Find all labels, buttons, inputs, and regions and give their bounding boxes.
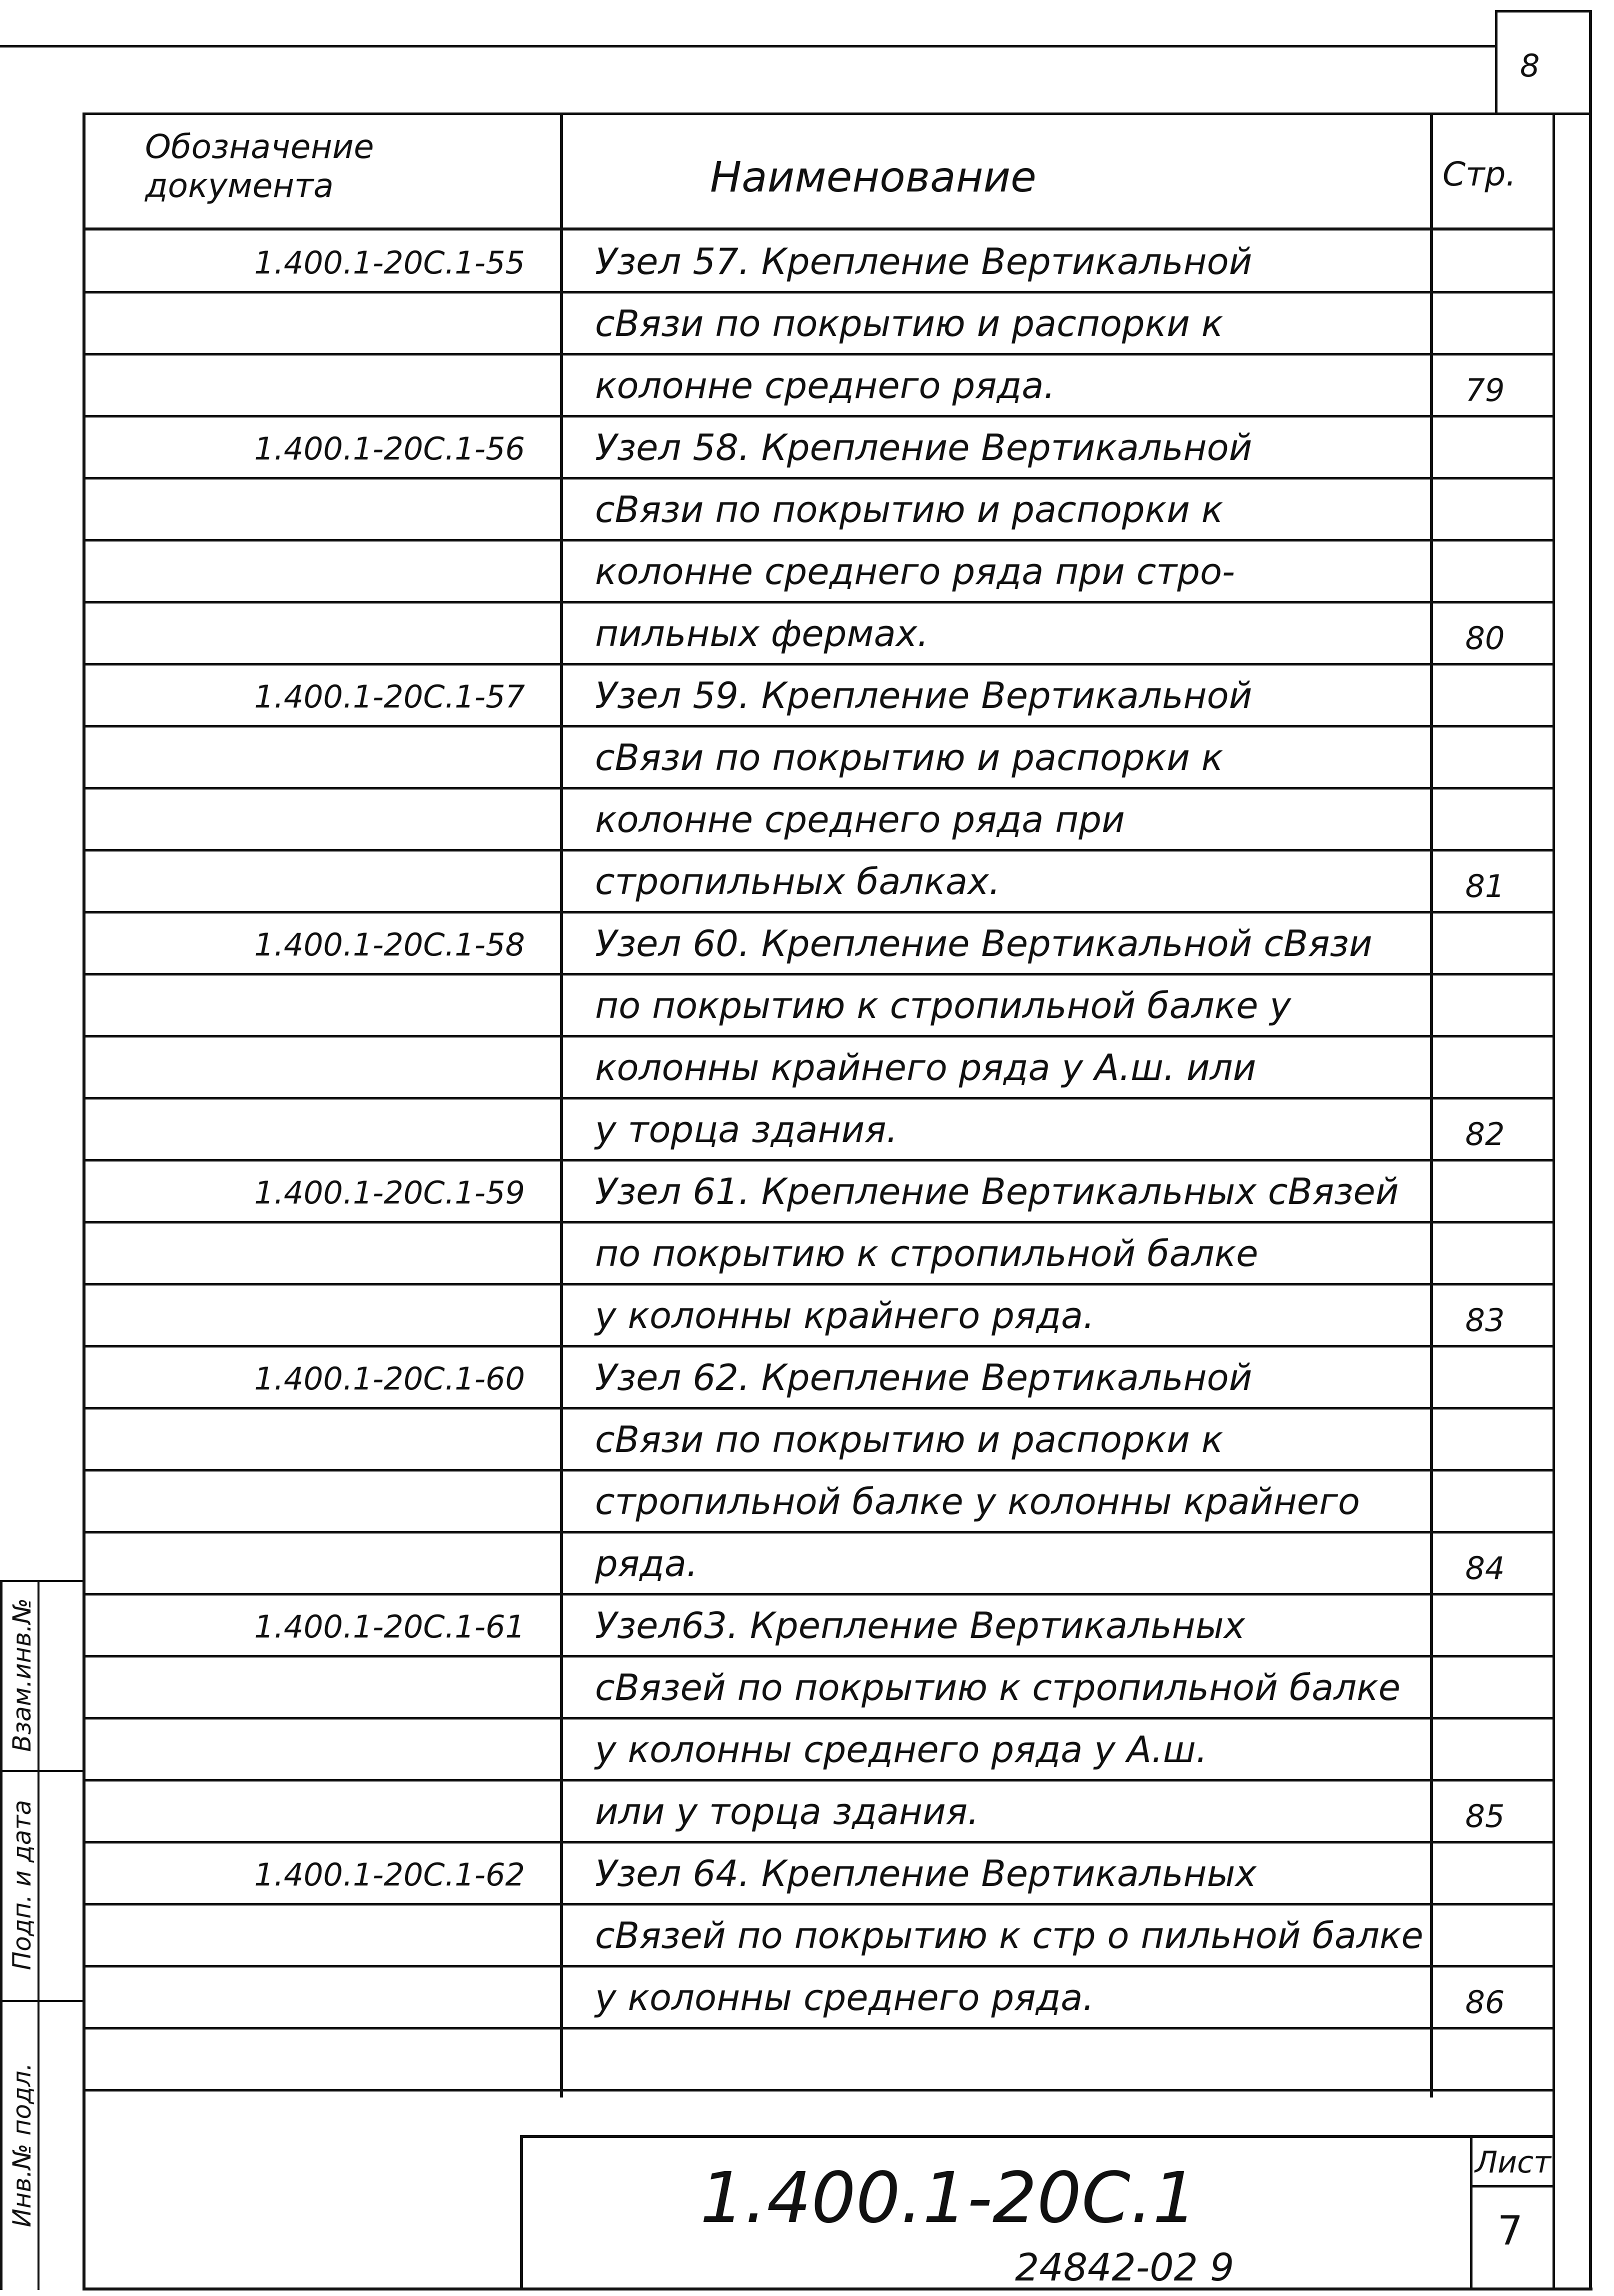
row-name: Узел 64. Крепление Вертикальных xyxy=(595,1852,1257,1894)
header-page: Стр. xyxy=(1442,155,1516,194)
col-separator-2 xyxy=(1430,112,1433,2098)
row-code: 1.400.1-20С.1-62 xyxy=(254,1856,525,1893)
row-name: стропильных балках. xyxy=(595,860,1000,902)
row-name: у колонны крайнего ряда. xyxy=(595,1294,1095,1336)
row-rule xyxy=(82,1159,1555,1162)
row-name: колонны крайнего ряда у А.ш. или xyxy=(595,1046,1256,1088)
row-rule xyxy=(82,353,1555,356)
row-rule xyxy=(82,601,1555,604)
stamp-replaced-inv: Взам.инв.№ xyxy=(8,1598,36,1752)
row-page: 81 xyxy=(1465,868,1505,904)
row-name: колонне среднего ряда при xyxy=(595,798,1125,840)
col-separator-1 xyxy=(560,112,563,2098)
frame-bottom xyxy=(82,2288,1592,2290)
row-name: сВязей по покрытию к стропильной балке xyxy=(595,1666,1401,1708)
row-name: Узел 62. Крепление Вертикальной xyxy=(595,1356,1252,1398)
row-name: Узел 57. Крепление Вертикальной xyxy=(595,240,1252,282)
row-name: Узел 58. Крепление Вертикальной xyxy=(595,426,1252,468)
row-rule xyxy=(82,1283,1555,1286)
row-name: по покрытию к стропильной балке у xyxy=(595,984,1292,1026)
title-block-top xyxy=(520,2135,1555,2138)
row-rule xyxy=(82,477,1555,480)
row-name: колонне среднего ряда. xyxy=(595,364,1056,406)
row-name: Узел63. Крепление Вертикальных xyxy=(595,1604,1246,1646)
title-document-code: 1.400.1-20С.1 xyxy=(700,2158,1198,2239)
row-rule xyxy=(82,2027,1555,2030)
top-border xyxy=(0,45,1495,48)
row-name: Узел 60. Крепление Вертикальной сВязи xyxy=(595,922,1372,964)
row-page: 79 xyxy=(1465,372,1505,408)
row-rule xyxy=(82,1407,1555,1410)
header-designation: Обозначение документа xyxy=(145,128,374,205)
row-name: сВязи по покрытию и распорки к xyxy=(595,488,1224,530)
row-rule xyxy=(82,1035,1555,1038)
row-name: стропильной балке у колонны крайнего xyxy=(595,1480,1360,1522)
frame-right-outer xyxy=(1589,10,1592,2290)
row-page: 82 xyxy=(1465,1116,1505,1152)
stamp-sign-date: Подп. и дата xyxy=(8,1800,36,1970)
row-name: у колонны среднего ряда. xyxy=(595,1976,1094,2018)
row-rule xyxy=(82,1345,1555,1348)
header-top xyxy=(82,112,1555,115)
row-name: колонне среднего ряда при стро- xyxy=(595,550,1235,592)
row-rule xyxy=(82,1779,1555,1782)
row-name: или у торца здания. xyxy=(595,1790,979,1832)
footer-number: 24842-02 9 xyxy=(1015,2245,1234,2290)
row-code: 1.400.1-20С.1-56 xyxy=(254,430,525,467)
row-rule xyxy=(82,1469,1555,1472)
row-page: 83 xyxy=(1465,1302,1505,1338)
row-rule xyxy=(82,2089,1555,2092)
frame-left xyxy=(82,112,86,2290)
row-rule xyxy=(82,1531,1555,1534)
row-rule xyxy=(82,1221,1555,1224)
row-name: сВязи по покрытию и распорки к xyxy=(595,302,1224,344)
stamp-inv-orig: Инв.№ подл. xyxy=(8,2062,36,2228)
row-name: сВязи по покрытию и распорки к xyxy=(595,736,1224,778)
row-rule xyxy=(82,415,1555,418)
row-name: Узел 61. Крепление Вертикальных сВязей xyxy=(595,1170,1399,1212)
corner-box-left xyxy=(1495,10,1498,115)
stamp-divider-2 xyxy=(0,1770,85,1772)
row-rule xyxy=(82,1841,1555,1844)
row-page: 80 xyxy=(1465,620,1505,656)
stamp-divider-3 xyxy=(0,2000,85,2002)
row-code: 1.400.1-20С.1-61 xyxy=(254,1608,525,1645)
row-name: пильных фермах. xyxy=(595,612,929,654)
sheet-number: 7 xyxy=(1498,2208,1523,2254)
stamp-inner-vertical xyxy=(38,1580,40,2290)
row-rule xyxy=(82,849,1555,852)
row-name: ряда. xyxy=(595,1542,698,1584)
frame-inner-right xyxy=(1552,112,1555,2290)
row-rule xyxy=(82,1097,1555,1100)
sheet-label: Лист xyxy=(1475,2145,1552,2180)
row-code: 1.400.1-20С.1-58 xyxy=(254,926,525,963)
row-rule xyxy=(82,1655,1555,1658)
row-rule xyxy=(82,1593,1555,1596)
row-rule xyxy=(82,1965,1555,1968)
row-rule xyxy=(82,1903,1555,1906)
row-name: сВязей по покрытию к стр о пильной балке xyxy=(595,1914,1424,1956)
row-code: 1.400.1-20С.1-60 xyxy=(254,1360,525,1397)
row-rule xyxy=(82,973,1555,976)
row-rule xyxy=(82,1717,1555,1720)
row-rule xyxy=(82,539,1555,542)
row-code: 1.400.1-20С.1-55 xyxy=(254,244,525,281)
row-rule xyxy=(82,911,1555,914)
frame-top-right xyxy=(1495,10,1590,12)
row-name: у колонны среднего ряда у А.ш. xyxy=(595,1728,1208,1770)
sheet-box-left xyxy=(1470,2135,1472,2290)
row-code: 1.400.1-20С.1-59 xyxy=(254,1174,525,1211)
row-page: 86 xyxy=(1465,1984,1505,2020)
row-name: Узел 59. Крепление Вертикальной xyxy=(595,674,1252,716)
corner-page-number: 8 xyxy=(1520,48,1540,84)
row-rule xyxy=(82,787,1555,790)
row-name: сВязи по покрытию и распорки к xyxy=(595,1418,1224,1460)
sheet-box-divider xyxy=(1470,2185,1555,2188)
title-block-left xyxy=(520,2135,523,2290)
row-page: 84 xyxy=(1465,1550,1505,1586)
row-rule xyxy=(82,725,1555,728)
row-name: по покрытию к стропильной балке xyxy=(595,1232,1258,1274)
stamp-column-left xyxy=(0,1580,2,2290)
row-page: 85 xyxy=(1465,1798,1505,1834)
row-rule xyxy=(82,291,1555,294)
row-code: 1.400.1-20С.1-57 xyxy=(254,678,525,715)
header-bottom xyxy=(82,228,1555,230)
row-name: у торца здания. xyxy=(595,1108,898,1150)
header-name: Наименование xyxy=(710,152,1036,202)
row-rule xyxy=(82,663,1555,666)
